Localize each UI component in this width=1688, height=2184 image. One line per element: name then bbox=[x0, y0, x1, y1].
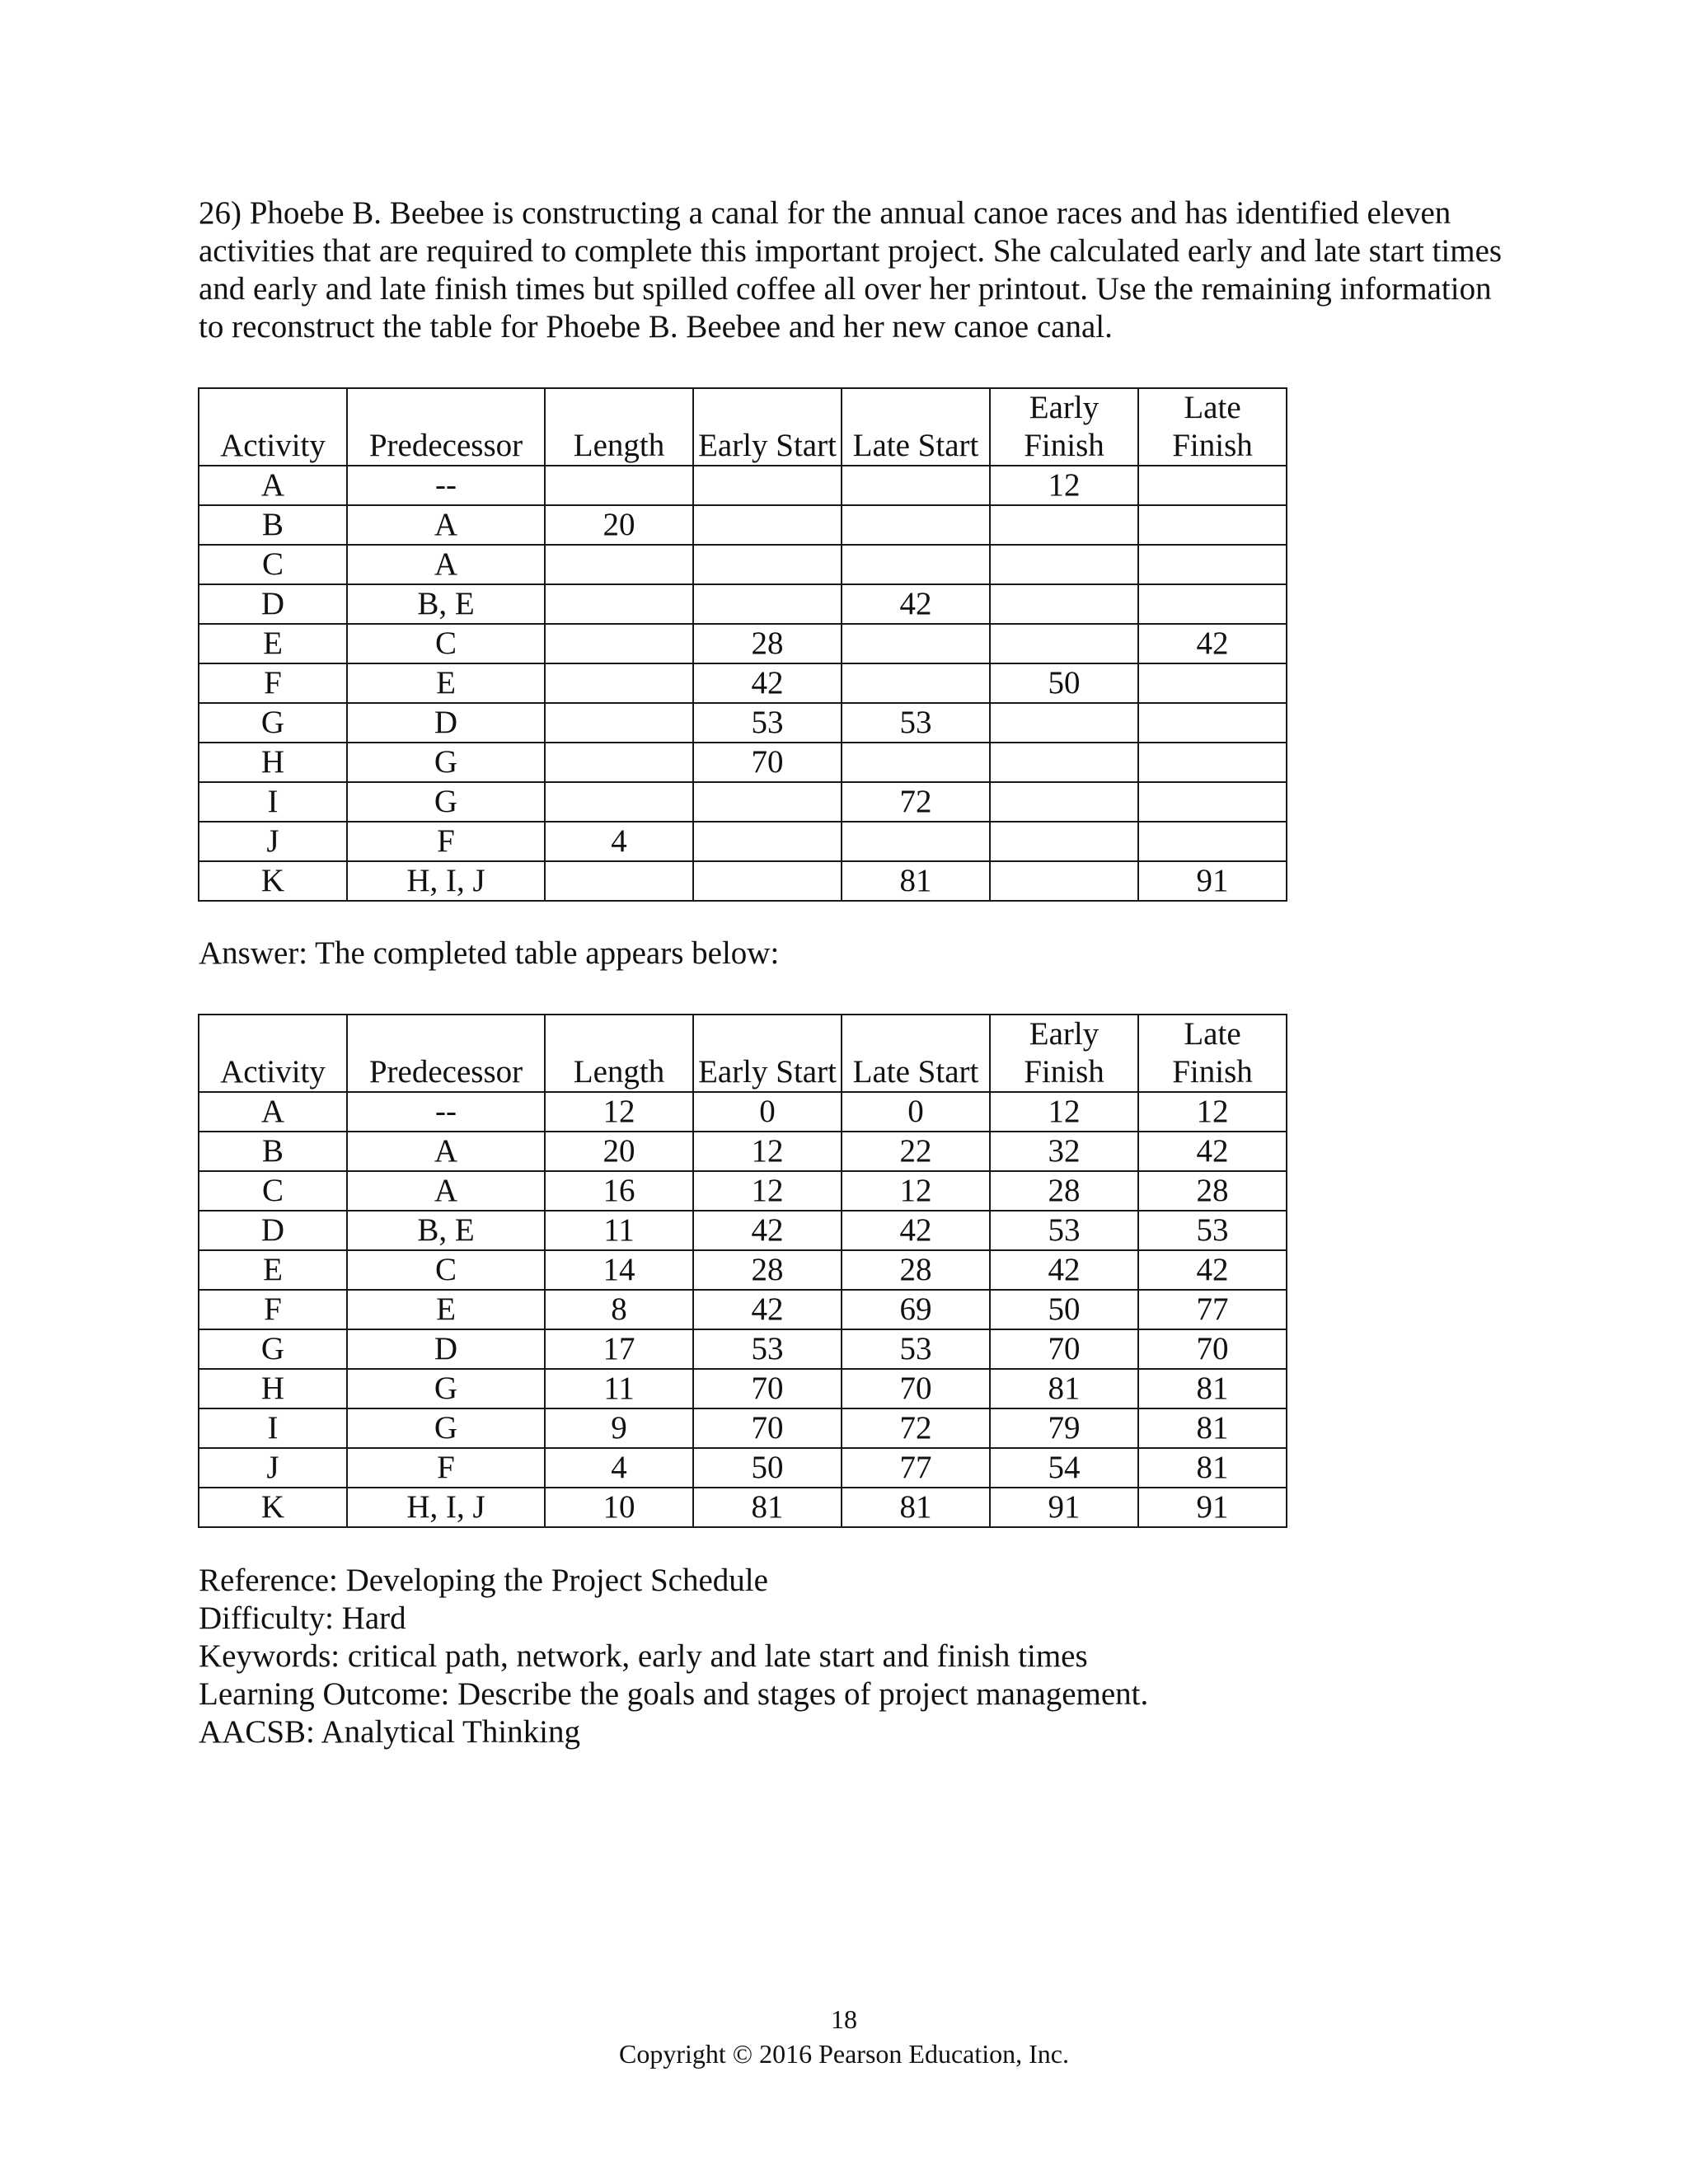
header-late-finish-line2: Finish bbox=[1172, 428, 1253, 463]
cell-early-start bbox=[693, 822, 842, 861]
cell-predecessor: A bbox=[347, 1132, 545, 1171]
table-row bbox=[199, 1488, 1287, 1527]
cell-length bbox=[545, 466, 693, 505]
cell-late-finish bbox=[1138, 584, 1287, 624]
cell-late-start: 22 bbox=[842, 1132, 990, 1171]
cell-length bbox=[545, 743, 693, 782]
cell-length: 4 bbox=[545, 1448, 693, 1488]
cell-late-start bbox=[842, 743, 990, 782]
cell-late-start: 42 bbox=[842, 1211, 990, 1250]
cell-early-start: 81 bbox=[693, 1488, 842, 1527]
cell-predecessor: A bbox=[347, 1171, 545, 1211]
cell-activity: I bbox=[199, 1408, 347, 1448]
cell-predecessor: A bbox=[347, 545, 545, 584]
table-row bbox=[199, 1211, 1287, 1250]
cell-predecessor: E bbox=[347, 663, 545, 703]
cell-early-finish bbox=[990, 743, 1138, 782]
cell-length bbox=[545, 584, 693, 624]
cell-early-finish: 81 bbox=[990, 1369, 1138, 1408]
cell-early-finish: 91 bbox=[990, 1488, 1138, 1527]
cell-length: 16 bbox=[545, 1171, 693, 1211]
cell-late-finish bbox=[1138, 822, 1287, 861]
cell-early-start: 42 bbox=[693, 663, 842, 703]
cell-activity: E bbox=[199, 1250, 347, 1290]
cell-activity: G bbox=[199, 703, 347, 743]
cell-predecessor: -- bbox=[347, 466, 545, 505]
cell-early-finish bbox=[990, 822, 1138, 861]
cell-predecessor: C bbox=[347, 1250, 545, 1290]
cell-late-start: 72 bbox=[842, 1408, 990, 1448]
table-row bbox=[199, 782, 1287, 822]
problem-table-body bbox=[199, 466, 1287, 901]
cell-late-start: 69 bbox=[842, 1290, 990, 1329]
cell-early-start: 50 bbox=[693, 1448, 842, 1488]
cell-activity: C bbox=[199, 1171, 347, 1211]
cell-early-start: 70 bbox=[693, 743, 842, 782]
header-early-finish-line2: Finish bbox=[1024, 1054, 1104, 1090]
cell-late-start bbox=[842, 822, 990, 861]
cell-late-start: 53 bbox=[842, 1329, 990, 1369]
cell-length bbox=[545, 545, 693, 584]
cell-activity: J bbox=[199, 822, 347, 861]
cell-early-start bbox=[693, 782, 842, 822]
header-predecessor: Predecessor bbox=[347, 1015, 545, 1092]
cell-predecessor: F bbox=[347, 1448, 545, 1488]
header-early-finish-line1: Early bbox=[1029, 1016, 1100, 1052]
difficulty-line: Difficulty: Hard bbox=[199, 1601, 406, 1636]
cell-early-start: 53 bbox=[693, 1329, 842, 1369]
cell-late-start bbox=[842, 663, 990, 703]
cell-early-finish: 54 bbox=[990, 1448, 1138, 1488]
cell-late-finish: 70 bbox=[1138, 1329, 1287, 1369]
table-row bbox=[199, 743, 1287, 782]
cell-activity: K bbox=[199, 861, 347, 901]
question-text: 26) Phoebe B. Beebee is constructing a canal for the annual canoe races and has identified eleven activities that are required to complete this important project. She calculated early and late start times and early and late finish times but spilled coffee all over her printout. Use the remaining information to reconstruct the table for Phoebe B. Beebee and her new canoe canal. bbox=[199, 195, 1503, 344]
answer-table-body bbox=[199, 1092, 1287, 1527]
cell-activity: F bbox=[199, 663, 347, 703]
cell-late-finish: 53 bbox=[1138, 1211, 1287, 1250]
cell-late-finish: 81 bbox=[1138, 1448, 1287, 1488]
cell-early-finish: 79 bbox=[990, 1408, 1138, 1448]
cell-early-start: 42 bbox=[693, 1290, 842, 1329]
cell-predecessor: D bbox=[347, 703, 545, 743]
table-header-row bbox=[199, 388, 1287, 466]
cell-predecessor: C bbox=[347, 624, 545, 663]
keywords-line: Keywords: critical path, network, early and late start and finish times bbox=[199, 1638, 1088, 1674]
table-header-row bbox=[199, 1015, 1287, 1092]
cell-early-start bbox=[693, 466, 842, 505]
cell-late-start: 81 bbox=[842, 861, 990, 901]
cell-late-finish bbox=[1138, 505, 1287, 545]
cell-length: 20 bbox=[545, 505, 693, 545]
table-row bbox=[199, 1092, 1287, 1132]
cell-activity: B bbox=[199, 505, 347, 545]
header-early-finish bbox=[990, 388, 1138, 466]
cell-early-start: 53 bbox=[693, 703, 842, 743]
cell-late-start: 72 bbox=[842, 782, 990, 822]
cell-late-start: 81 bbox=[842, 1488, 990, 1527]
cell-predecessor: B, E bbox=[347, 584, 545, 624]
cell-late-finish: 77 bbox=[1138, 1290, 1287, 1329]
cell-late-start: 0 bbox=[842, 1092, 990, 1132]
cell-activity: K bbox=[199, 1488, 347, 1527]
table-row bbox=[199, 1408, 1287, 1448]
table-row bbox=[199, 1329, 1287, 1369]
table-row bbox=[199, 1369, 1287, 1408]
cell-predecessor: G bbox=[347, 743, 545, 782]
header-activity: Activity bbox=[199, 1015, 347, 1092]
cell-length: 14 bbox=[545, 1250, 693, 1290]
cell-activity: F bbox=[199, 1290, 347, 1329]
cell-length: 4 bbox=[545, 822, 693, 861]
header-late-finish bbox=[1138, 388, 1287, 466]
answer-intro: Answer: The completed table appears below: bbox=[199, 935, 780, 971]
cell-predecessor: G bbox=[347, 1369, 545, 1408]
cell-length bbox=[545, 624, 693, 663]
aacsb-line: AACSB: Analytical Thinking bbox=[199, 1714, 580, 1750]
header-late-start: Late Start bbox=[842, 1015, 990, 1092]
reference-line: Reference: Developing the Project Schedule bbox=[199, 1563, 768, 1598]
cell-length: 20 bbox=[545, 1132, 693, 1171]
cell-early-start bbox=[693, 861, 842, 901]
cell-late-finish: 91 bbox=[1138, 861, 1287, 901]
cell-early-start: 12 bbox=[693, 1132, 842, 1171]
header-late-finish-line1: Late bbox=[1184, 1016, 1241, 1052]
cell-length: 8 bbox=[545, 1290, 693, 1329]
cell-predecessor: G bbox=[347, 782, 545, 822]
table-row bbox=[199, 1171, 1287, 1211]
cell-early-finish bbox=[990, 624, 1138, 663]
cell-late-start bbox=[842, 505, 990, 545]
cell-length: 9 bbox=[545, 1408, 693, 1448]
cell-late-start: 70 bbox=[842, 1369, 990, 1408]
cell-early-finish bbox=[990, 505, 1138, 545]
table-row bbox=[199, 1132, 1287, 1171]
cell-late-finish: 81 bbox=[1138, 1369, 1287, 1408]
cell-early-start bbox=[693, 505, 842, 545]
table-row bbox=[199, 822, 1287, 861]
cell-late-finish: 91 bbox=[1138, 1488, 1287, 1527]
header-length: Length bbox=[545, 388, 693, 466]
cell-length bbox=[545, 782, 693, 822]
cell-early-start: 70 bbox=[693, 1408, 842, 1448]
cell-length: 17 bbox=[545, 1329, 693, 1369]
header-early-start: Early Start bbox=[693, 1015, 842, 1092]
cell-late-start bbox=[842, 624, 990, 663]
table-row bbox=[199, 663, 1287, 703]
cell-activity: H bbox=[199, 1369, 347, 1408]
cell-late-finish bbox=[1138, 743, 1287, 782]
cell-early-start: 70 bbox=[693, 1369, 842, 1408]
header-early-start: Early Start bbox=[693, 388, 842, 466]
cell-length bbox=[545, 663, 693, 703]
table-row bbox=[199, 703, 1287, 743]
cell-early-finish: 70 bbox=[990, 1329, 1138, 1369]
cell-late-finish: 12 bbox=[1138, 1092, 1287, 1132]
cell-early-finish: 50 bbox=[990, 1290, 1138, 1329]
table-row bbox=[199, 1290, 1287, 1329]
cell-length bbox=[545, 703, 693, 743]
cell-late-start bbox=[842, 466, 990, 505]
cell-length: 11 bbox=[545, 1211, 693, 1250]
cell-predecessor: E bbox=[347, 1290, 545, 1329]
cell-late-finish: 42 bbox=[1138, 624, 1287, 663]
table-row bbox=[199, 861, 1287, 901]
cell-late-start: 12 bbox=[842, 1171, 990, 1211]
table-row bbox=[199, 1250, 1287, 1290]
header-early-finish-line1: Early bbox=[1029, 390, 1100, 425]
cell-early-start: 28 bbox=[693, 624, 842, 663]
cell-length bbox=[545, 861, 693, 901]
cell-predecessor: H, I, J bbox=[347, 861, 545, 901]
cell-early-finish bbox=[990, 861, 1138, 901]
cell-late-finish bbox=[1138, 466, 1287, 505]
page-number: 18 bbox=[831, 2004, 857, 2034]
cell-early-finish bbox=[990, 703, 1138, 743]
header-late-start: Late Start bbox=[842, 388, 990, 466]
cell-late-start bbox=[842, 545, 990, 584]
cell-activity: J bbox=[199, 1448, 347, 1488]
cell-late-start: 53 bbox=[842, 703, 990, 743]
cell-predecessor: B, E bbox=[347, 1211, 545, 1250]
cell-predecessor: G bbox=[347, 1408, 545, 1448]
cell-early-finish: 32 bbox=[990, 1132, 1138, 1171]
question-block bbox=[199, 194, 1517, 346]
cell-late-finish bbox=[1138, 663, 1287, 703]
cell-length: 10 bbox=[545, 1488, 693, 1527]
cell-late-start: 28 bbox=[842, 1250, 990, 1290]
cell-activity: A bbox=[199, 1092, 347, 1132]
table-row bbox=[199, 624, 1287, 663]
cell-late-finish: 42 bbox=[1138, 1250, 1287, 1290]
table-row bbox=[199, 1448, 1287, 1488]
header-late-finish-line1: Late bbox=[1184, 390, 1241, 425]
cell-activity: B bbox=[199, 1132, 347, 1171]
cell-early-start: 12 bbox=[693, 1171, 842, 1211]
question-metadata bbox=[199, 1562, 1148, 1751]
cell-activity: C bbox=[199, 545, 347, 584]
cell-predecessor: F bbox=[347, 822, 545, 861]
cell-late-finish bbox=[1138, 703, 1287, 743]
header-length: Length bbox=[545, 1015, 693, 1092]
cell-activity: E bbox=[199, 624, 347, 663]
cell-late-finish: 28 bbox=[1138, 1171, 1287, 1211]
cell-predecessor: A bbox=[347, 505, 545, 545]
cell-predecessor: H, I, J bbox=[347, 1488, 545, 1527]
copyright-notice: Copyright © 2016 Pearson Education, Inc. bbox=[619, 2039, 1069, 2069]
cell-early-start: 28 bbox=[693, 1250, 842, 1290]
answer-table bbox=[198, 1014, 1287, 1528]
table-row bbox=[199, 505, 1287, 545]
cell-early-finish: 12 bbox=[990, 466, 1138, 505]
cell-activity: G bbox=[199, 1329, 347, 1369]
cell-early-start bbox=[693, 545, 842, 584]
header-predecessor: Predecessor bbox=[347, 388, 545, 466]
cell-early-finish: 53 bbox=[990, 1211, 1138, 1250]
cell-activity: A bbox=[199, 466, 347, 505]
cell-late-start: 77 bbox=[842, 1448, 990, 1488]
cell-activity: I bbox=[199, 782, 347, 822]
cell-predecessor: D bbox=[347, 1329, 545, 1369]
learning-outcome-line: Learning Outcome: Describe the goals and stages of project management. bbox=[199, 1676, 1149, 1712]
cell-activity: H bbox=[199, 743, 347, 782]
cell-early-start bbox=[693, 584, 842, 624]
cell-activity: D bbox=[199, 584, 347, 624]
cell-length: 12 bbox=[545, 1092, 693, 1132]
cell-early-start: 42 bbox=[693, 1211, 842, 1250]
cell-early-finish bbox=[990, 584, 1138, 624]
problem-table bbox=[198, 387, 1287, 902]
cell-early-finish: 28 bbox=[990, 1171, 1138, 1211]
cell-early-finish: 42 bbox=[990, 1250, 1138, 1290]
table-row bbox=[199, 545, 1287, 584]
cell-length: 11 bbox=[545, 1369, 693, 1408]
header-late-finish bbox=[1138, 1015, 1287, 1092]
header-early-finish-line2: Finish bbox=[1024, 428, 1104, 463]
header-activity: Activity bbox=[199, 388, 347, 466]
cell-early-finish bbox=[990, 782, 1138, 822]
cell-predecessor: -- bbox=[347, 1092, 545, 1132]
header-late-finish-line2: Finish bbox=[1172, 1054, 1253, 1090]
cell-late-start: 42 bbox=[842, 584, 990, 624]
cell-late-finish: 42 bbox=[1138, 1132, 1287, 1171]
cell-late-finish bbox=[1138, 782, 1287, 822]
cell-early-finish bbox=[990, 545, 1138, 584]
table-row bbox=[199, 584, 1287, 624]
cell-late-finish bbox=[1138, 545, 1287, 584]
header-early-finish bbox=[990, 1015, 1138, 1092]
cell-late-finish: 81 bbox=[1138, 1408, 1287, 1448]
cell-early-start: 0 bbox=[693, 1092, 842, 1132]
cell-early-finish: 50 bbox=[990, 663, 1138, 703]
cell-early-finish: 12 bbox=[990, 1092, 1138, 1132]
cell-activity: D bbox=[199, 1211, 347, 1250]
table-row bbox=[199, 466, 1287, 505]
